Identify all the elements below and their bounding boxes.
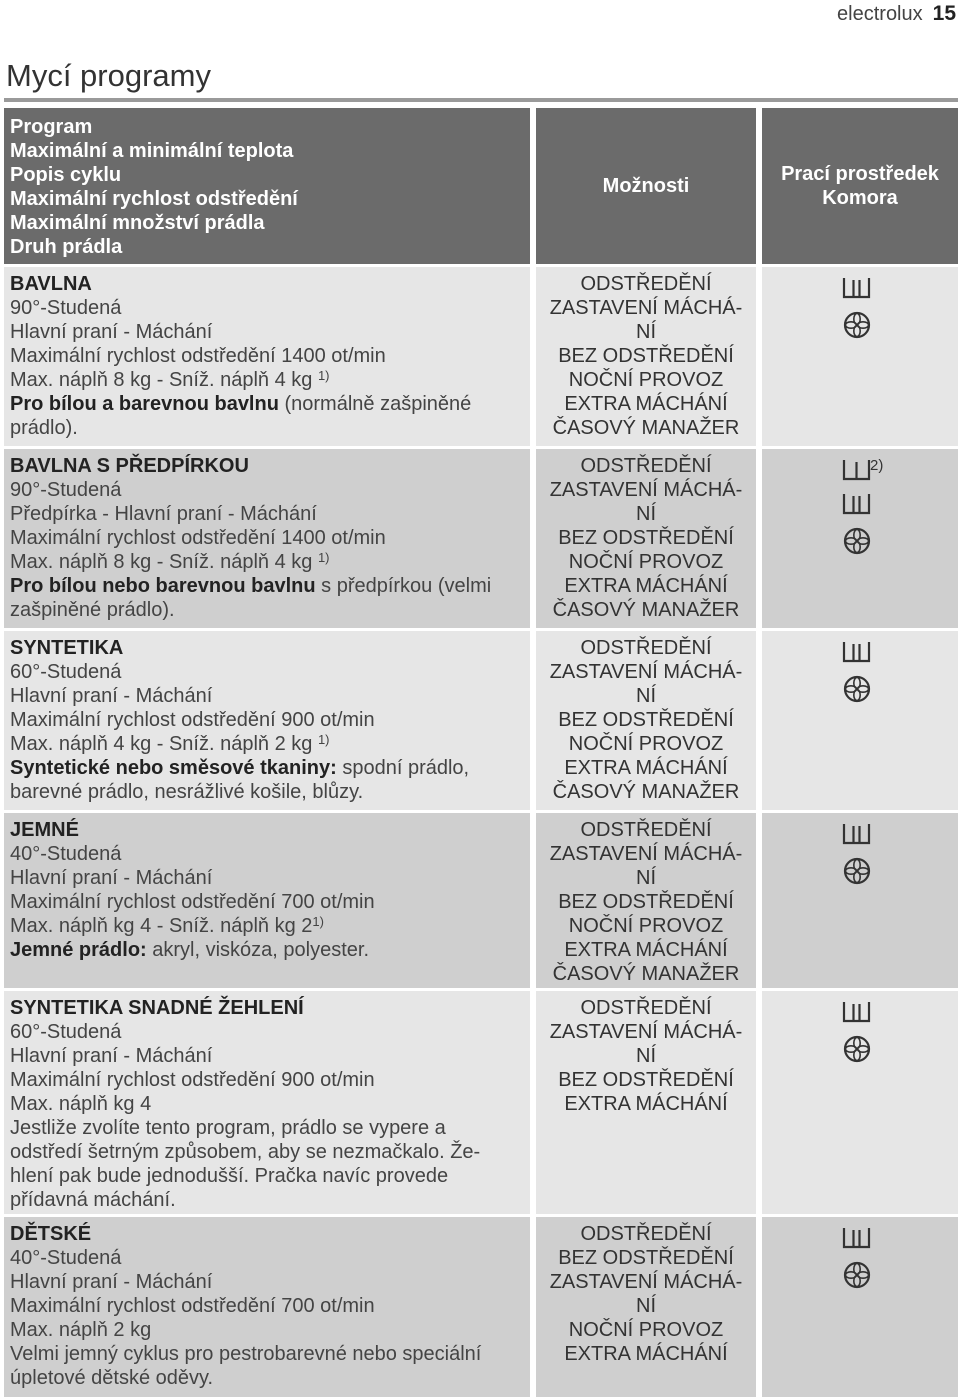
option-item: BEZ ODSTŘEDĚNÍ [558, 891, 734, 913]
header-program-line: Popis cyklu [10, 164, 122, 186]
header-options-label: Možnosti [602, 175, 690, 197]
options-cell [536, 267, 756, 446]
detergent-cell [762, 267, 958, 446]
description-bold: Pro bílou a barevnou bavlnu [10, 393, 279, 415]
compartment-icons [842, 1226, 872, 1295]
option-item: NOČNÍ PROVOZ [568, 1319, 724, 1341]
option-item: NÍ [636, 867, 656, 889]
program-description [10, 392, 522, 440]
table-row [4, 813, 958, 988]
description-text: Velmi jemný cyklus pro pestrobarevné nebo speciální úpletové dětské oděvy. [10, 1343, 482, 1389]
softener-compartment-icon [842, 1260, 872, 1295]
footnote-ref: 1) [317, 368, 330, 383]
detergent-cell [762, 631, 958, 810]
program-detail: Hlavní praní - Máchání [10, 1045, 213, 1067]
table-row [4, 991, 958, 1214]
description-text: Jestliže zvolíte tento program, prádlo se vypere a odstředí šetrným způsobem, aby se nezmačkalo. Že-hlení pak bude jednodušší. Pračka navíc provede přídavná máchání. [10, 1117, 481, 1211]
program-detail: 40°-Studená [10, 843, 122, 865]
program-load [10, 550, 522, 574]
option-item: EXTRA MÁCHÁNÍ [564, 1093, 728, 1115]
option-item: ZASTAVENÍ MÁCHÁ- [549, 1271, 743, 1293]
program-detail: Maximální rychlost odstředění 900 ot/min [10, 709, 375, 731]
header-program-line: Program [10, 116, 93, 138]
compartment-icons [842, 1000, 872, 1069]
program-cell [4, 813, 530, 988]
description-text: spodní prádlo, barevné prádlo, nesrážlivé košile, blůzy. [10, 757, 470, 803]
page-header [837, 0, 956, 28]
option-item: BEZ ODSTŘEDĚNÍ [558, 1069, 734, 1091]
description-text: s předpírkou (velmi zašpiněné prádlo). [10, 575, 492, 621]
option-item: NÍ [636, 1295, 656, 1317]
option-item: ZASTAVENÍ MÁCHÁ- [549, 1021, 743, 1043]
option-item: BEZ ODSTŘEDĚNÍ [558, 1247, 734, 1269]
main-wash-compartment-icon [842, 640, 872, 669]
program-detail: 60°-Studená [10, 661, 122, 683]
compartment-icons [842, 276, 872, 345]
program-detail: Hlavní praní - Máchání [10, 1271, 213, 1293]
description-text: (normálně zašpiněné prádlo). [10, 393, 472, 439]
program-load [10, 1318, 522, 1342]
header-program-line: Druh prádla [10, 236, 123, 258]
program-cell [4, 991, 530, 1214]
load-text: Max. náplň 8 kg - Sníž. náplň 4 kg [10, 551, 318, 573]
table-header-row [4, 108, 958, 264]
load-text: Max. náplň 8 kg - Sníž. náplň 4 kg [10, 369, 318, 391]
program-cell [4, 449, 530, 628]
option-item: NÍ [636, 685, 656, 707]
program-detail: Maximální rychlost odstředění 1400 ot/min [10, 527, 386, 549]
program-detail: Maximální rychlost odstředění 700 ot/min [10, 1295, 375, 1317]
options-cell [536, 631, 756, 810]
program-description [10, 756, 522, 804]
load-text: Max. náplň 2 kg [10, 1319, 152, 1341]
options-cell [536, 813, 756, 988]
option-item: BEZ ODSTŘEDĚNÍ [558, 709, 734, 731]
option-item: ODSTŘEDĚNÍ [580, 455, 712, 477]
option-item: EXTRA MÁCHÁNÍ [564, 393, 728, 415]
softener-compartment-icon [842, 856, 872, 891]
softener-compartment-icon [842, 310, 872, 345]
program-cell [4, 631, 530, 810]
header-detergent-line: Komora [822, 187, 898, 209]
load-text: Max. náplň 4 kg - Sníž. náplň 2 kg [10, 733, 318, 755]
program-name: JEMNÉ [10, 819, 79, 841]
table-row [4, 449, 958, 628]
option-item: ODSTŘEDĚNÍ [580, 819, 712, 841]
program-detail: Maximální rychlost odstředění 900 ot/min [10, 1069, 375, 1091]
program-detail: 40°-Studená [10, 1247, 122, 1269]
compartment-icons [842, 822, 872, 891]
load-text: Max. náplň kg 4 - Sníž. náplň kg 2 [10, 915, 313, 937]
program-detail: Předpírka - Hlavní praní - Máchání [10, 503, 317, 525]
header-program-line: Maximální a minimální teplota [10, 140, 294, 162]
program-detail: 60°-Studená [10, 1021, 122, 1043]
option-item: NÍ [636, 503, 656, 525]
description-bold: Syntetické nebo směsové tkaniny: [10, 757, 337, 779]
option-item: ČASOVÝ MANAŽER [552, 417, 740, 439]
title-divider [4, 98, 958, 102]
description-bold: Jemné prádlo: [10, 939, 147, 961]
option-item: ZASTAVENÍ MÁCHÁ- [549, 297, 743, 319]
compartment-footnote: 2) [870, 457, 884, 474]
softener-compartment-icon [842, 674, 872, 709]
program-name: SYNTETIKA [10, 637, 124, 659]
main-wash-compartment-icon [842, 492, 872, 521]
program-load [10, 368, 522, 392]
option-item: ODSTŘEDĚNÍ [580, 997, 712, 1019]
footnote-ref: 1) [312, 914, 324, 929]
options-cell [536, 991, 756, 1214]
softener-compartment-icon [842, 526, 872, 561]
compartment-icons [842, 640, 872, 709]
option-item: ODSTŘEDĚNÍ [580, 1223, 712, 1245]
program-load [10, 1092, 522, 1116]
program-cell [4, 267, 530, 446]
program-name: SYNTETIKA SNADNÉ ŽEHLENÍ [10, 997, 304, 1019]
footnote-ref: 1) [317, 732, 330, 747]
option-item: ČASOVÝ MANAŽER [552, 599, 740, 621]
option-item: EXTRA MÁCHÁNÍ [564, 575, 728, 597]
option-item: NOČNÍ PROVOZ [568, 915, 724, 937]
option-item: ČASOVÝ MANAŽER [552, 781, 740, 803]
option-item: ODSTŘEDĚNÍ [580, 637, 712, 659]
table-row [4, 631, 958, 810]
detergent-cell [762, 813, 958, 988]
program-name: DĚTSKÉ [10, 1223, 92, 1245]
option-item: BEZ ODSTŘEDĚNÍ [558, 345, 734, 367]
header-program-line: Maximální množství prádla [10, 212, 265, 234]
page-number: 15 [932, 2, 956, 25]
header-program-line: Maximální rychlost odstředění [10, 188, 298, 210]
detergent-cell [762, 991, 958, 1214]
main-wash-compartment-icon [842, 276, 872, 305]
footnote-ref: 1) [317, 550, 330, 565]
program-description [10, 1342, 522, 1390]
program-detail: 90°-Studená [10, 479, 122, 501]
main-wash-compartment-icon [842, 1226, 872, 1255]
program-load [10, 732, 522, 756]
program-detail: Maximální rychlost odstředění 1400 ot/min [10, 345, 386, 367]
program-detail: Hlavní praní - Máchání [10, 685, 213, 707]
program-detail: Hlavní praní - Máchání [10, 321, 213, 343]
table-row [4, 267, 958, 446]
compartment-icons [842, 458, 872, 561]
option-item: ODSTŘEDĚNÍ [580, 273, 712, 295]
programs-table [4, 108, 958, 1397]
option-item: NOČNÍ PROVOZ [568, 551, 724, 573]
program-name: BAVLNA [10, 273, 92, 295]
description-bold: Pro bílou nebo barevnou bavlnu [10, 575, 316, 597]
detergent-cell [762, 449, 958, 628]
program-detail: Maximální rychlost odstředění 700 ot/min [10, 891, 375, 913]
header-program [4, 108, 530, 264]
prewash-compartment-icon [842, 458, 872, 487]
option-item: NOČNÍ PROVOZ [568, 733, 724, 755]
detergent-cell [762, 1217, 958, 1397]
option-item: NÍ [636, 1045, 656, 1067]
option-item: NÍ [636, 321, 656, 343]
option-item: EXTRA MÁCHÁNÍ [564, 1343, 728, 1365]
program-detail: 90°-Studená [10, 297, 122, 319]
page-title: Mycí programy [6, 58, 211, 93]
main-wash-compartment-icon [842, 822, 872, 851]
table-body [4, 267, 958, 1397]
option-item: BEZ ODSTŘEDĚNÍ [558, 527, 734, 549]
program-cell [4, 1217, 530, 1397]
option-item: EXTRA MÁCHÁNÍ [564, 757, 728, 779]
program-description [10, 938, 522, 962]
table-row [4, 1217, 958, 1397]
option-item: ZASTAVENÍ MÁCHÁ- [549, 661, 743, 683]
options-cell [536, 449, 756, 628]
program-detail: Hlavní praní - Máchání [10, 867, 213, 889]
program-description [10, 1116, 522, 1212]
program-load [10, 914, 522, 938]
program-description [10, 574, 522, 622]
header-options [536, 108, 756, 264]
header-detergent-line: Prací prostředek [781, 163, 939, 185]
main-wash-compartment-icon [842, 1000, 872, 1029]
option-item: ZASTAVENÍ MÁCHÁ- [549, 479, 743, 501]
option-item: NOČNÍ PROVOZ [568, 369, 724, 391]
option-item: ZASTAVENÍ MÁCHÁ- [549, 843, 743, 865]
program-name: BAVLNA S PŘEDPÍRKOU [10, 455, 249, 477]
option-item: ČASOVÝ MANAŽER [552, 963, 740, 985]
option-item: EXTRA MÁCHÁNÍ [564, 939, 728, 961]
load-text: Max. náplň kg 4 [10, 1093, 152, 1115]
description-text: akryl, viskóza, polyester. [146, 939, 370, 961]
softener-compartment-icon [842, 1034, 872, 1069]
header-detergent [762, 108, 958, 264]
brand-name: electrolux [837, 2, 923, 25]
options-cell [536, 1217, 756, 1397]
